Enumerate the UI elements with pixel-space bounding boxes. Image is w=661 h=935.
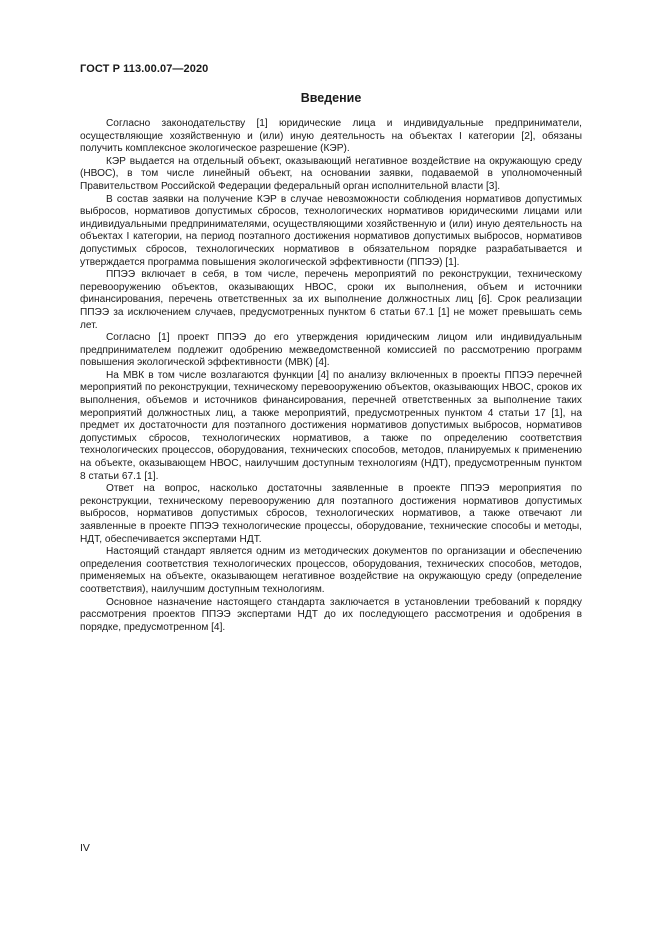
section-title: Введение — [300, 91, 362, 105]
paragraph: Согласно [1] проект ППЭЭ до его утверждения юридическим лицом или индивидуальным предпринимателем подлежит одобрению межведомственной комиссией по рассмотрению программ повышения экологической эффективности (МВК) [4]. — [80, 332, 582, 369]
document-body — [80, 118, 582, 634]
document-header: ГОСТ Р 113.00.07—2020 — [80, 63, 209, 75]
paragraph: КЭР выдается на отдельный объект, оказывающий негативное воздействие на окружающую среду (НВОС), в том числе линейный объект, на основании заявки, подаваемой в уполномоченный Правительством Российской Федерации федеральный орган исполнительной власти [3]. — [80, 155, 582, 192]
paragraph: Ответ на вопрос, насколько достаточны заявленные в проекте ППЭЭ мероприятия по реконструкции, техническому перевооружению для поэтапного достижения нормативов допустимых выбросов, нормативов допустимых сбросов, технологических нормативов, а также отвечают ли заявленные в проекте ППЭЭ технологические процессы, оборудование, технические способы и методы, НДТ, обеспечивается экспертами НДТ. — [80, 483, 582, 545]
paragraph: Настоящий стандарт является одним из методических документов по организации и обеспечению определения соответствия технологических процессов, оборудования, технических способов, методов, применяемых на объекте, оказывающем негативное воздействие на окружающую среду (определение соответствия), наилучшим доступным технологиям. — [80, 546, 582, 595]
page-number: IV — [80, 842, 90, 854]
paragraph: Основное назначение настоящего стандарта заключается в установлении требований к порядку рассмотрения проектов ППЭЭ экспертами НДТ до их последующего рассмотрения и одобрения в порядке, предусмотренном [4]. — [80, 596, 582, 633]
paragraph: На МВК в том числе возлагаются функции [4] по анализу включенных в проекты ППЭЭ перечней мероприятий по реконструкции, техническому перевооружению объектов, оказывающих НВОС, сроков их выполнения, объемов и источников финансирования, перечней ответственных за выполнение таких мероприятий должностных лиц, а также мероприятий, предусмотренных пунктом 4 статьи 17 [1], на предмет их достаточности для поэтапного достижения нормативов допустимых выбросов, нормативов допустимых сбросов, технологических нормативов, а также по определению соответствия технологических процессов, оборудования, технических способов, методов, планируемых к применению на объекте, оказывающем НВОС, наилучшим доступным технологиям (НДТ), предусмотренным пунктом 8 статьи 67.1 [1]. — [80, 369, 582, 482]
paragraph: ППЭЭ включает в себя, в том числе, перечень мероприятий по реконструкции, техническому перевооружению объектов, оказывающих НВОС, сроки их выполнения, объем и источники финансирования, перечень ответственных за их выполнение должностных лиц [6]. Срок реализации ППЭЭ за исключением случаев, предусмотренных пунктом 6 статьи 67.1 [1] не может превышать семь лет. — [80, 269, 582, 331]
paragraph: Согласно законодательству [1] юридические лица и индивидуальные предприниматели, осуществляющие хозяйственную и (или) иную деятельность на объектах I категории [2], обязаны получить комплексное экологическое разрешение (КЭР). — [80, 118, 582, 155]
paragraph: В состав заявки на получение КЭР в случае невозможности соблюдения нормативов допустимых выбросов, нормативов допустимых сбросов, технологических нормативов юридическими лицами или индивидуальными предпринимателями, осуществляющими хозяйственную и (или) иную деятельность на объектах I категории, на период поэтапного достижения нормативов допустимых выбросов, нормативов допустимых сбросов, технологических нормативов в обязательном порядке разрабатывается и утверждается программа повышения экологической эффективности (ППЭЭ) [1]. — [80, 193, 582, 268]
